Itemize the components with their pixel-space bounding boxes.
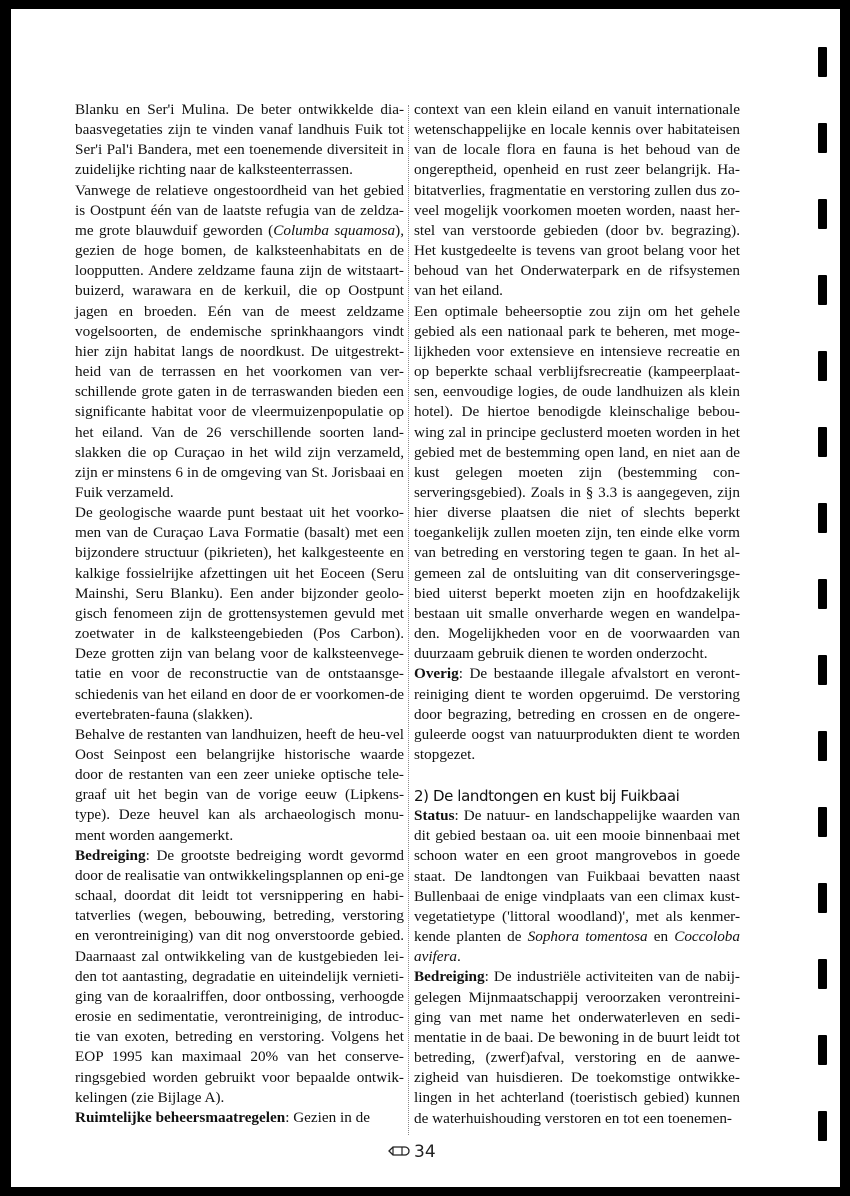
- paragraph: De geologische waarde punt bestaat uit het voorko-men van de Curaçao Lava Formatie (basalt) met een bijzondere structuur (pikrieten), het kalkgesteente en kalkige fossielrijke afzettingen uit het Eoceen (Seru Mainshi, Seru Blanku). Een ander bijzonder geolo-gisch fenomeen zijn de grottensystemen gevuld met zoetwater in de kalksteengebieden (Pos Carbon). Deze grotten zijn van belang voor de kalksteenvege-tatie en voor de reconstructie van de ontstaansge-schiedenis van het eiland en door de er voorkomen-de evertebraten-fauna (slakken).: [75, 504, 404, 723]
- section-label: Bedreiging: [75, 846, 146, 864]
- binding-mark: [818, 655, 827, 685]
- section-label: Status: [414, 807, 455, 825]
- paragraph: Behalve de restanten van landhuizen, heeft de heu-vel Oost Seinpost een belangrijke historische waarde door de restanten van een zeer unieke optische tele-graaf uit het begin van de vorige eeuw (Lipkens-type). Deze heuvel kan als archaeologisch monu-ment worden aangemerkt.: [75, 725, 404, 844]
- column-divider: [408, 105, 409, 1135]
- paragraph: context van een klein eiland en vanuit internationale wetenschappelijke en locale kennis over habitateisen van de locale flora en fauna is het behoud van de ongereptheid, openheid en rust zeer belangrijk. Ha-bitatverlies, fragmentatie en verstoring zullen dus zo-veel mogelijk voorkomen moeten worden, naast her-stel van verstoorde gebieden (door bv. begrazing). Het kustgedeelte is tevens van groot belang voor het behoud van het Onderwaterpark en de rifsystemen van het eiland.: [414, 101, 740, 300]
- binding-mark: [818, 199, 827, 229]
- paragraph: Een optimale beheersoptie zou zijn om het gehele gebied als een nationaal park te beheren, met moge-lijkheden voor extensieve en intensieve recreatie en op beperkte schaal verblijfsrecreatie (kampeerplaat-sen, eenvoudige logies, de oude landhuizen als klein hotel). De hiertoe benodigde kleinschalige bebou-wing zal in principe geclusterd moeten worden in het gebied met de bestemming open land, en niet aan de kust gelegen moeten zijn (bestemming con-serveringsgebied). Zoals in § 3.3 is aangegeven, zijn hier diverse plaatsen die niet of slechts beperkt toegankelijk zullen moeten zijn, ten einde elke vorm van betreding en verstoring tegen te gaan. In het al-gemeen zal de ontsluiting van dit conserveringsge-bied uiterst beperkt moeten zijn en hoofdzakelijk bestaan uit smalle onverharde wegen en wandelpa-den. Mogelijkheden voor en de voorwaarden van duurzaam gebruik dienen te worden onderzocht.: [414, 302, 740, 663]
- text-run: Vanwege de relatieve ongestoordheid van het gebied is Oostpunt één van de laatste refugia van de zeldza-me grote blauwduif geworden (: [75, 181, 404, 239]
- binding-mark: [818, 807, 827, 837]
- binding-marks: [818, 37, 828, 1177]
- section-heading: 2) De landtongen en kust bij Fuikbaai: [414, 787, 680, 806]
- binding-mark: [818, 47, 827, 77]
- paragraph: [75, 1108, 404, 1128]
- latin-name: Sophora tomentosa: [527, 928, 648, 946]
- text-run: : De industriële activiteiten van de nabij-gelegen Mijnmaatschappij veroorzaken verontreini-ging van met name het onderwaterleven en sedi-mentatie in de baai. De bewoning in de buurt leidt tot betreding, (zwerf)afval, verstoring en de aanwe-zigheid van huisdieren. De toekomstige ontwikke-lingen in het achterland (toeristisch gebied) kunnen de waterhuishouding verstoren en tot een toenemen-: [414, 968, 740, 1127]
- binding-mark: [818, 123, 827, 153]
- paragraph: [414, 664, 740, 765]
- text-run: : De grootste bedreiging wordt gevormd door de realisatie van ontwikkelingsplannen op eni-ge schaal, doordat dit leidt tot versnippering en habi-tatverlies (wegen, bebouwing, betreding, verstoring en verontreiniging) van dit nog onverstoorde gebied. Daarnaast zal ontwikkeling van de kustgebieden lei-den tot aantasting, degradatie en uiteindelijk vernieti-ging van de koraalriffen, door ontbossing, verhoogde erosie en sedimentatie, verontreiniging, de introduc-tie van exoten, betreding en verstoring. Volgens het EOP 1995 kan maximaal 20% van het conserve-ringsgebied worden gebruikt voor bepaalde ontwik-kelingen (zie Bijlage A).: [75, 846, 404, 1106]
- binding-mark: [818, 427, 827, 457]
- left-column: [75, 100, 404, 1128]
- binding-mark: [818, 275, 827, 305]
- paragraph: Blanku en Ser'i Mulina. De beter ontwikkelde dia-baasvegetaties zijn te vinden vanaf landhuis Fuik tot Ser'i Pal'i Bandera, met een toenemende diversiteit in zuidelijke richting naar de kalksteenterrassen.: [75, 101, 404, 179]
- binding-mark: [818, 579, 827, 609]
- binding-mark: [818, 1111, 827, 1141]
- right-column: [414, 100, 740, 1129]
- binding-mark: [818, 1035, 827, 1065]
- binding-mark: [818, 351, 827, 381]
- binding-mark: [818, 959, 827, 989]
- section-label: Bedreiging: [414, 968, 485, 986]
- text-run: : De natuur- en landschappelijke waarden van dit gebied bestaan oa. uit een mooie binnenbaai met schoon water en een groot mangrovebos in goede staat. De landtongen van Fuikbaai bevatten naast Bullenbaai de enige vindplaats van een climax kust-vegetatietype ('littoral woodland)', met als kenmer-kende planten de: [414, 807, 740, 946]
- pencil-icon: [388, 1142, 410, 1162]
- paragraph: [414, 806, 740, 967]
- page-footer: [388, 1142, 436, 1162]
- text-run: en: [647, 928, 675, 946]
- text-run: .: [457, 948, 461, 966]
- page-number: 34: [414, 1142, 436, 1162]
- binding-mark: [818, 503, 827, 533]
- paragraph: [414, 967, 740, 1128]
- text-run: : Gezien in de: [285, 1108, 370, 1126]
- paragraph: [75, 846, 404, 1108]
- binding-mark: [818, 883, 827, 913]
- document-page: [11, 9, 840, 1187]
- text-run: ), gezien de hoge bomen, de kalksteenhabitats en de loopputten. Andere zeldzame fauna zijn de witstaart-buizerd, warawara en de kerkuil, die op Oostpunt jagen en broeden. Eén van de meest zeldzame vogelsoorten, de endemische sprinkhaangors vindt hier zijn habitat langs de noordkust. De uitgestrekt-heid van de terrassen en het voorkomen van ver-schillende grote gaten in de terraswanden bieden een significante habitat voor de vleermuizenpopulatie op het eiland. Van de 26 verschillende soorten land-slakken die op Curaçao in het wild zijn verzameld, zijn er minstens 6 in de omgeving van St. Jorisbaai en Fuik verzameld.: [75, 221, 405, 501]
- latin-name: Columba squamosa: [273, 221, 396, 239]
- section-label: Ruimtelijke beheersmaatregelen: [75, 1108, 286, 1126]
- binding-mark: [818, 731, 827, 761]
- text-run: : De bestaande illegale afvalstort en veront-reiniging dient te worden opgeruimd. De verstoring door begrazing, betreding en crossen en de ongere-guleerde oogst van natuurprodukten dient te worden stopgezet.: [414, 665, 740, 763]
- latin-name: Coccoloba avifera: [414, 928, 740, 966]
- paragraph: [75, 181, 404, 504]
- section-label: Overig: [414, 665, 459, 683]
